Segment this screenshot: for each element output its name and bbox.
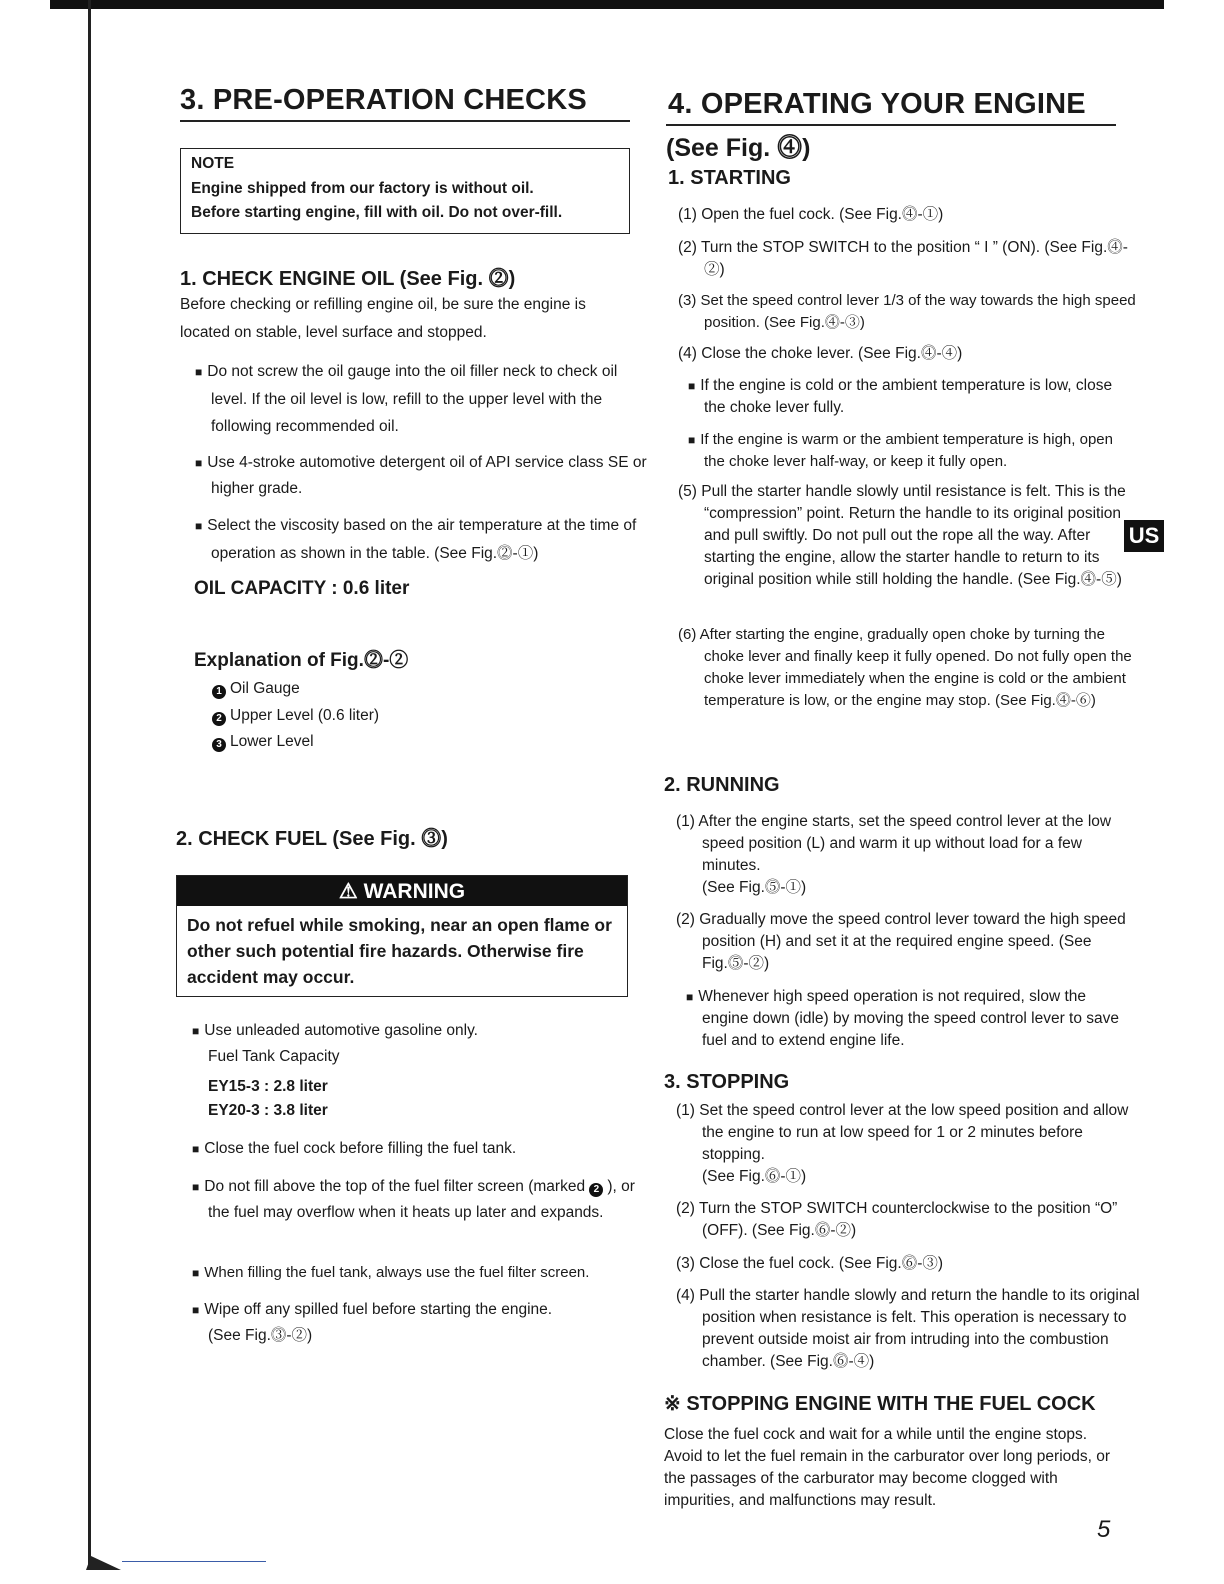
oil-capacity: OIL CAPACITY : 0.6 liter bbox=[194, 578, 410, 599]
ey15-capacity: EY15-3 : 2.8 liter bbox=[208, 1078, 328, 1095]
starting-heading: 1. STARTING bbox=[668, 167, 791, 189]
fuel-bullet-1: ■ Use unleaded automotive gasoline only. bbox=[192, 1018, 648, 1044]
running-step-1: (1) After the engine starts, set the speed control lever at the low speed position (L) and warm it up without load for a few minutes. bbox=[676, 813, 1112, 874]
starting-step-4-bullet-2: ■ If the engine is warm or the ambient temperature is high, open the choke lever half-way, or keep it fully open. bbox=[688, 429, 1134, 473]
fuel-cock-heading: ※ STOPPING ENGINE WITH THE FUEL COCK bbox=[664, 1393, 1096, 1415]
footer-line bbox=[122, 1561, 266, 1562]
warning-title: ⚠ WARNING bbox=[177, 876, 627, 906]
oil-bullet-1: ■ Do not screw the oil gauge into the oil filler neck to check oil level. If the oil level is low, refill to the upper level with the following recommended oil. bbox=[195, 358, 651, 440]
starting-step-4-bullet-1: ■ If the engine is cold or the ambient temperature is low, close the choke lever fully. bbox=[688, 375, 1134, 419]
starting-step-3: (3) Set the speed control lever 1/3 of the way towards the high speed position. (See Fig.⓸-③) bbox=[678, 292, 1136, 331]
oil-intro-line-2: located on stable, level surface and stopped. bbox=[180, 324, 487, 341]
starting-step-2: (2) Turn the STOP SWITCH to the position “ I ” (ON). (See Fig.⓸-②) bbox=[678, 239, 1128, 278]
fuel-bullet-5: ■ Wipe off any spilled fuel before starting the engine. bbox=[192, 1297, 648, 1323]
parts-list bbox=[212, 676, 379, 756]
binding-line bbox=[88, 0, 91, 1570]
note-label: NOTE bbox=[191, 155, 235, 172]
stopping-heading: 3. STOPPING bbox=[664, 1071, 790, 1093]
title-rule bbox=[180, 120, 630, 122]
running-step-1-ref: (See Fig.⓹-①) bbox=[702, 879, 807, 896]
note-line-2: Before starting engine, fill with oil. Do not over-fill. bbox=[191, 204, 563, 221]
operating-subtitle: (See Fig. ⓸) bbox=[666, 134, 811, 162]
oil-bullet-2: ■ Use 4-stroke automotive detergent oil of API service class SE or higher grade. bbox=[195, 450, 651, 501]
fuel-bullet-3: ■ Do not fill above the top of the fuel filter screen (marked 2 ), or the fuel may overflow when it heats up later and expands. bbox=[192, 1174, 648, 1225]
stopping-step-2: (2) Turn the STOP SWITCH counterclockwise to the position “O” (OFF). (See Fig.⓺-②) bbox=[676, 1200, 1118, 1239]
number-badge-icon: 2 bbox=[589, 1183, 603, 1197]
warning-box bbox=[176, 875, 628, 997]
running-step-2: (2) Gradually move the speed control lever toward the high speed position (H) and set it at the required engine speed. (See Fig.⓹-②) bbox=[676, 911, 1126, 972]
section-title-pre-operation: 3. PRE-OPERATION CHECKS bbox=[180, 84, 587, 116]
number-badge-icon: 1 bbox=[212, 685, 226, 699]
oil-bullet-3: ■ Select the viscosity based on the air temperature at the time of operation as shown in the table. (See Fig.⓶-①) bbox=[195, 512, 651, 568]
fuel-tank-capacity: Fuel Tank Capacity bbox=[208, 1048, 340, 1065]
page-number: 5 bbox=[1097, 1516, 1111, 1543]
stopping-step-3: (3) Close the fuel cock. (See Fig.⓺-③) bbox=[676, 1255, 944, 1272]
starting-step-4: (4) Close the choke lever. (See Fig.⓸-④) bbox=[678, 345, 963, 362]
stopping-step-1: (1) Set the speed control lever at the low speed position and allow the engine to run at low speed for 1 or 2 minutes before stopping. bbox=[676, 1102, 1129, 1163]
fuel-bullet-5-ref: (See Fig.⓷-②) bbox=[208, 1327, 313, 1344]
stopping-step-1-ref: (See Fig.⓺-①) bbox=[702, 1168, 807, 1185]
part-item-upper-level: 2 Upper Level (0.6 liter) bbox=[212, 703, 379, 730]
title-rule bbox=[666, 124, 1116, 126]
fuel-bullet-2: ■ Close the fuel cock before filling the fuel tank. bbox=[192, 1136, 648, 1162]
number-badge-icon: 2 bbox=[212, 712, 226, 726]
starting-step-1: (1) Open the fuel cock. (See Fig.⓸-①) bbox=[678, 206, 944, 223]
warning-text: Do not refuel while smoking, near an open flame or other such potential fire hazards. Otherwise fire accident may occur. bbox=[187, 915, 612, 987]
top-border-bar bbox=[50, 0, 1164, 9]
part-item-lower-level: 3 Lower Level bbox=[212, 729, 379, 756]
oil-intro-line-1: Before checking or refilling engine oil, be sure the engine is bbox=[180, 296, 586, 313]
running-heading: 2. RUNNING bbox=[664, 774, 780, 796]
oil-intro bbox=[180, 292, 640, 345]
section-title-operating: 4. OPERATING YOUR ENGINE bbox=[668, 88, 1086, 120]
check-fuel-heading: 2. CHECK FUEL (See Fig. ⓷) bbox=[176, 828, 448, 850]
fuel-cock-text: Close the fuel cock and wait for a while until the engine stops. Avoid to let the fuel remain in the carburator over long periods, or the passages of the carburator may become clogged with impurities, and malfunctions may result. bbox=[664, 1426, 1111, 1509]
explanation-heading: Explanation of Fig.⓶-② bbox=[194, 650, 409, 671]
stopping-step-4: (4) Pull the starter handle slowly and return the handle to its original position when resistance is felt. This operation is necessary to prevent outside moist air from intruding into the combustion chamber. (See Fig.⓺-④) bbox=[676, 1287, 1140, 1370]
binding-line-foot bbox=[86, 1556, 121, 1570]
note-box bbox=[180, 148, 630, 234]
note-line-1: Engine shipped from our factory is without oil. bbox=[191, 180, 534, 197]
running-bullet: ■ Whenever high speed operation is not required, slow the engine down (idle) by moving the speed control lever to save fuel and to extend engine life. bbox=[686, 986, 1132, 1052]
language-tab: US bbox=[1124, 520, 1164, 552]
part-item-oil-gauge: 1 Oil Gauge bbox=[212, 676, 379, 703]
check-oil-heading: 1. CHECK ENGINE OIL (See Fig. ⓶) bbox=[180, 268, 516, 290]
starting-step-6: (6) After starting the engine, gradually open choke by turning the choke lever and finally keep it fully opened. Do not fully open the choke lever immediately when the engine is cold or the ambient temperature is low, or the engine may stop. (See Fig.⓸-⑥) bbox=[678, 626, 1132, 709]
fuel-bullet-4: ■ When filling the fuel tank, always use the fuel filter screen. bbox=[192, 1260, 648, 1286]
number-badge-icon: 3 bbox=[212, 738, 226, 752]
ey20-capacity: EY20-3 : 3.8 liter bbox=[208, 1102, 328, 1119]
starting-step-5: (5) Pull the starter handle slowly until resistance is felt. This is the “compression” point. Return the handle to its original position and pull swiftly. Do not pull out the rope all the way. After starting the engine, allow the starter handle to return to its original position while still holding the handle. (See Fig.⓸-⑤) bbox=[678, 483, 1126, 588]
